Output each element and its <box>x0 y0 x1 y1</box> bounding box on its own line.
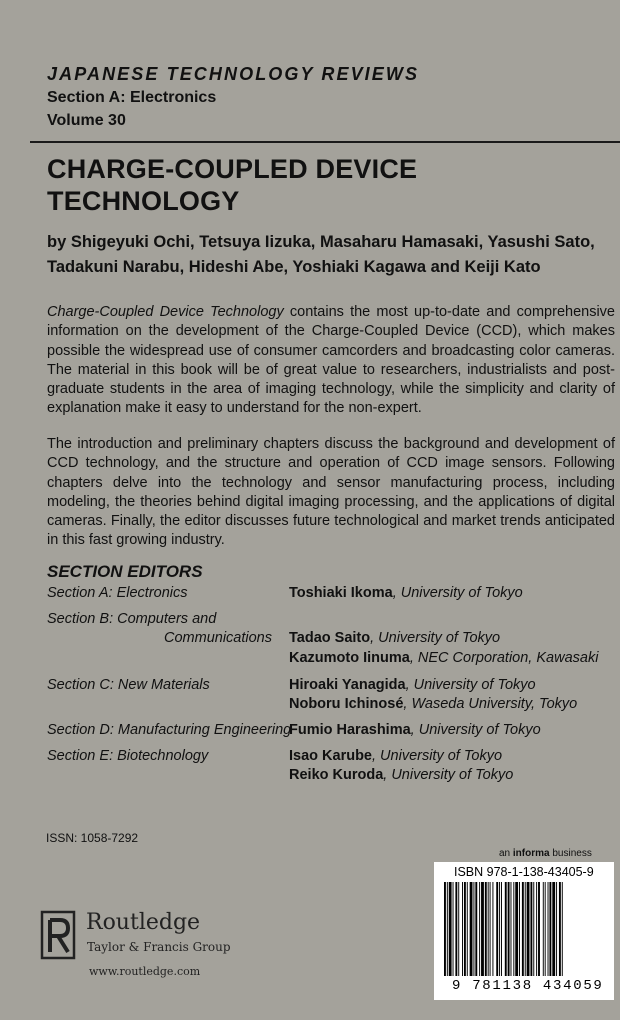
editor-affiliation: , University of Tokyo <box>372 748 503 764</box>
barcode-icon <box>442 882 606 978</box>
editor-affiliation: , Waseda University, Tokyo <box>403 696 578 712</box>
section-e-editor-1 <box>289 748 502 764</box>
editor-name: Tadao Saito <box>289 630 371 646</box>
section-d-editor-1 <box>289 722 541 738</box>
section-a-label: Section A: Electronics <box>47 585 188 601</box>
section-c-label: Section C: New Materials <box>47 677 210 693</box>
description-book-title: Charge-Coupled Device Technology <box>47 304 284 320</box>
section-c-editor-2 <box>289 696 577 712</box>
editor-affiliation: , University of Tokyo <box>410 722 541 738</box>
editor-name: Kazumoto Iinuma <box>289 650 410 666</box>
series-section: Section A: Electronics <box>47 89 217 106</box>
editor-name: Hiroaki Yanagida <box>289 677 406 693</box>
series-volume: Volume 30 <box>47 112 126 129</box>
section-b-label: Section B: Computers and <box>47 611 217 627</box>
issn: ISSN: 1058-7292 <box>46 831 139 845</box>
header-divider <box>30 141 620 143</box>
editor-name: Toshiaki Ikoma <box>289 585 393 601</box>
section-e-label: Section E: Biotechnology <box>47 748 209 764</box>
routledge-logo-icon <box>40 910 76 960</box>
publisher-url: www.routledge.com <box>89 965 201 978</box>
book-title-line1: CHARGE-COUPLED DEVICE <box>47 154 418 184</box>
authors-line1: by Shigeyuki Ochi, Tetsuya Iizuka, Masaharu Hamasaki, Yasushi Sato, <box>47 233 595 251</box>
publisher-name: Routledge <box>86 910 201 935</box>
authors-line2: Tadakuni Narabu, Hideshi Abe, Yoshiaki Kagawa and Keiji Kato <box>47 258 541 276</box>
editor-affiliation: , University of Tokyo <box>405 677 536 693</box>
informa-tagline <box>499 848 592 859</box>
informa-prefix: an <box>499 848 513 859</box>
informa-brand: informa <box>512 848 550 859</box>
editor-name: Noboru Ichinosé <box>289 696 404 712</box>
isbn-digits: 9 781138 434059 <box>452 978 604 994</box>
editor-affiliation: , University of Tokyo <box>370 630 501 646</box>
authors <box>47 230 607 280</box>
editor-name: Isao Karube <box>289 748 372 764</box>
description-paragraph-1 <box>47 303 615 419</box>
editor-affiliation: , University of Tokyo <box>392 585 523 601</box>
editor-affiliation: , University of Tokyo <box>383 767 514 783</box>
section-editors-heading: SECTION EDITORS <box>47 562 203 581</box>
section-b-label-2: Communications <box>164 630 272 646</box>
book-title-line2: TECHNOLOGY <box>47 186 240 216</box>
editor-name: Reiko Kuroda <box>289 767 384 783</box>
section-a-editor-1 <box>289 585 523 601</box>
book-title <box>47 153 417 217</box>
editor-affiliation: , NEC Corporation, Kawasaki <box>409 650 599 666</box>
isbn-barcode <box>434 862 614 1000</box>
description-paragraph-2: The introduction and preliminary chapters discuss the background and development of CCD technology, and the structure and operation of CCD image sensors. Following chapters delve into the technology and sensor manufacturing process, including modeling, the theories behind digital imaging processing, and the applications of digital cameras. Finally, the editor discusses future technological and market trends anticipated in this fast growing industry. <box>47 436 615 549</box>
description-paragraph-1-text: contains the most up-to-date and comprehensive information on the development of the Charge-Coupled Device (CCD), which makes possible the widespread use of consumer camcorders and broadcasting color cameras. The material in this book will be of great value to researchers, industrialists and post-graduate students in the area of imaging technology, while the simplicity and clarity of explanation make it easy to understand for the non-expert. <box>47 304 615 417</box>
publisher-group: Taylor & Francis Group <box>87 940 231 954</box>
series-title: JAPANESE TECHNOLOGY REVIEWS <box>47 64 420 84</box>
informa-suffix: business <box>549 848 592 859</box>
section-c-editor-1 <box>289 677 536 693</box>
section-d-label: Section D: Manufacturing Engineering <box>47 722 292 738</box>
section-b-editor-1 <box>289 630 500 646</box>
section-e-editor-2 <box>289 767 513 783</box>
section-b-editor-2 <box>289 650 598 666</box>
isbn-label: ISBN 978-1-138-43405-9 <box>454 865 594 879</box>
editor-name: Fumio Harashima <box>289 722 411 738</box>
